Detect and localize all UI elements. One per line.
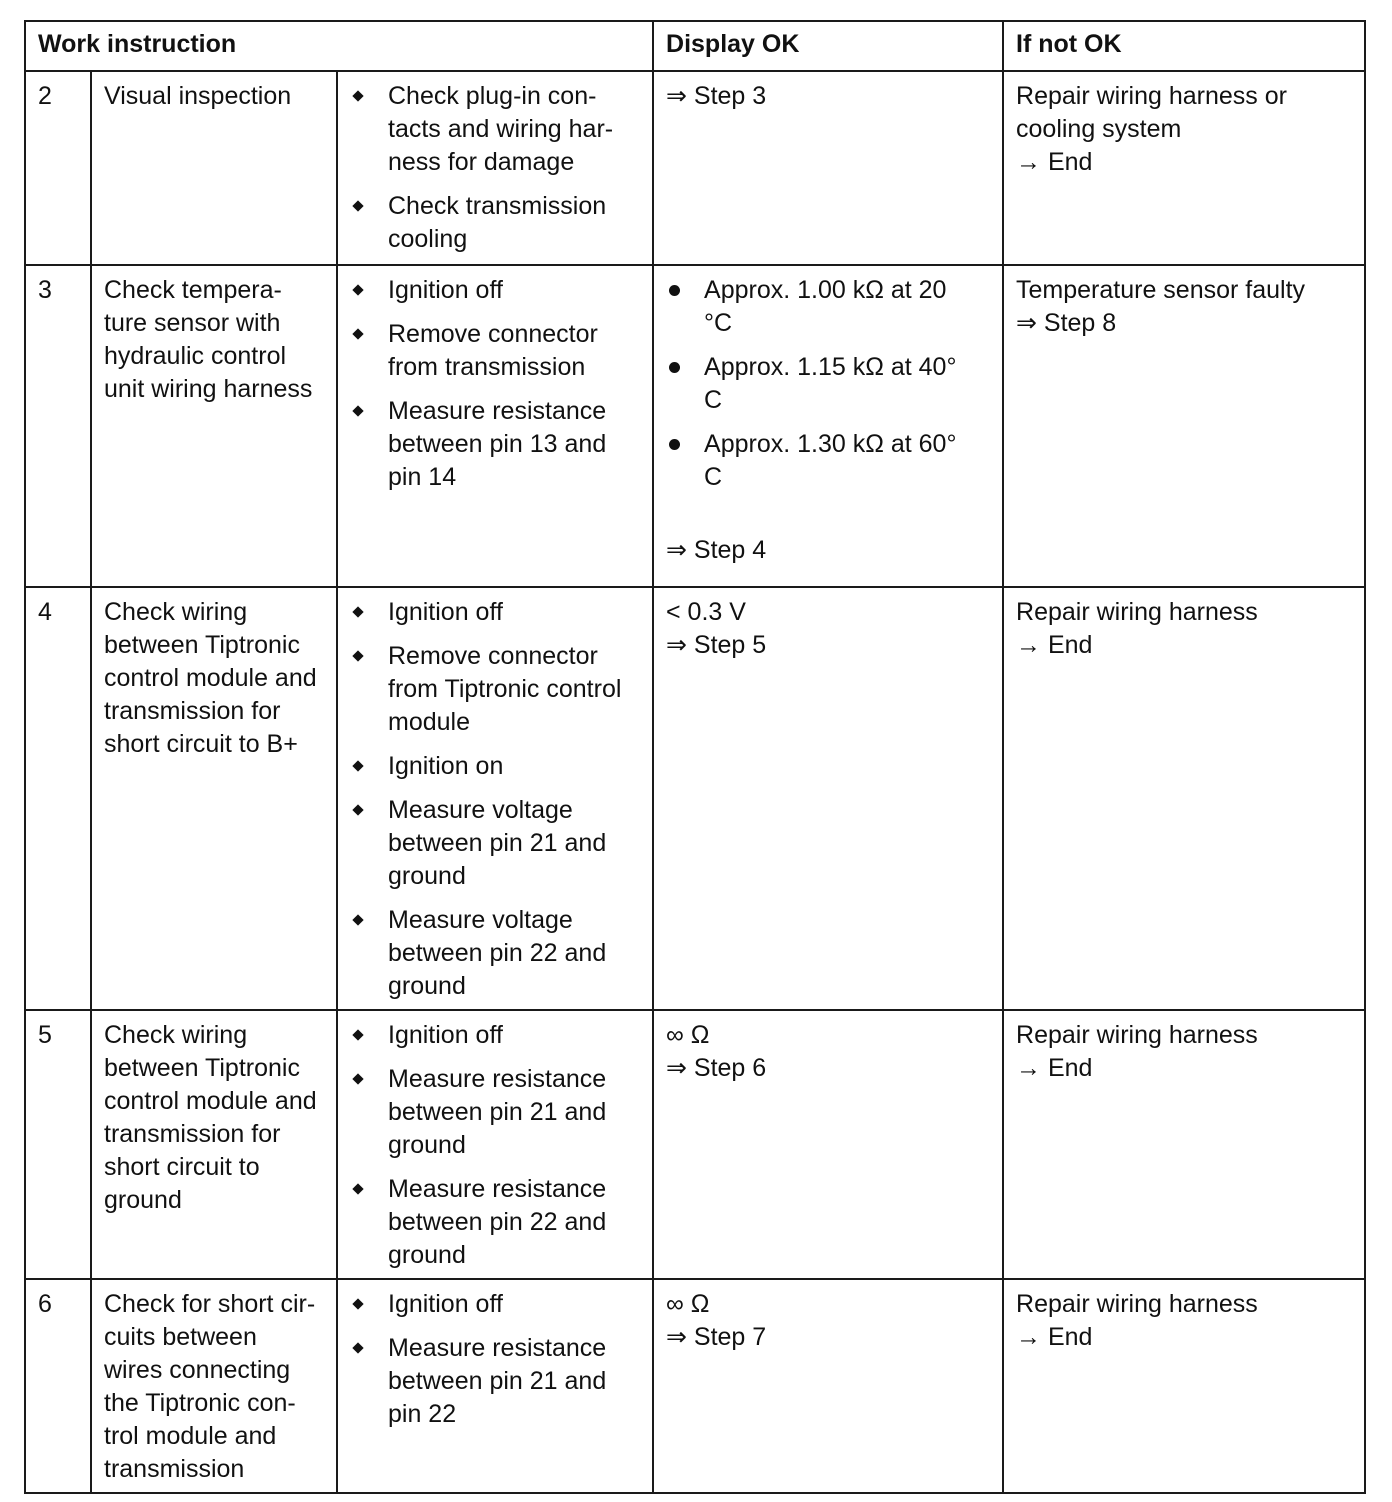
- display-ok-cell: [653, 587, 1003, 1010]
- action-item: [350, 1173, 640, 1272]
- expected-value-item: [666, 351, 990, 417]
- display-ok-cell: [653, 265, 1003, 587]
- dot-bullet-icon: [669, 439, 680, 450]
- text-line: Check tempera-: [104, 276, 282, 304]
- step-number: 3: [25, 265, 91, 587]
- if-not-ok-cell: [1003, 1279, 1365, 1493]
- text-line: wires connecting: [104, 1356, 291, 1384]
- text-line: between Tiptronic: [104, 631, 300, 659]
- display-ok-line: ∞ Ω: [666, 1290, 710, 1318]
- text-line: Measure resistance: [388, 1175, 607, 1203]
- text-line: unit wiring harness: [104, 375, 313, 403]
- text-line: Remove connector: [388, 320, 598, 348]
- text-line: °C: [704, 309, 733, 337]
- action-item: [350, 318, 640, 384]
- display-ok-line: ⇒ Step 5: [666, 631, 767, 659]
- diamond-bullet-icon: [352, 1183, 363, 1194]
- action-item: [350, 794, 640, 893]
- action-item: [350, 596, 640, 629]
- action-item: [350, 1332, 640, 1431]
- display-ok-line: ⇒ Step 4: [666, 536, 767, 564]
- text-line: pin 14: [388, 463, 457, 491]
- text-line: transmission: [104, 1455, 245, 1483]
- header-row: [25, 21, 1365, 71]
- header-if-not-ok: If not OK: [1003, 21, 1365, 71]
- text-line: Approx. 1.00 kΩ at 20: [704, 276, 947, 304]
- display-ok-line: ⇒ Step 3: [666, 82, 767, 110]
- step-title: [91, 587, 337, 1010]
- if-not-ok-line: ⇒ Step 8: [1016, 309, 1117, 337]
- table-row: [25, 1010, 1365, 1279]
- action-item: [350, 750, 640, 783]
- text-line: between pin 21 and: [388, 1367, 607, 1395]
- expected-value-item: [666, 428, 990, 494]
- text-line: ground: [388, 972, 466, 1000]
- step-title: [91, 71, 337, 265]
- action-item: [350, 904, 640, 1003]
- text-line: ness for damage: [388, 148, 575, 176]
- text-line: Check for short cir-: [104, 1290, 316, 1318]
- if-not-ok-line: Repair wiring harness: [1016, 1021, 1258, 1049]
- diamond-bullet-icon: [352, 606, 363, 617]
- text-line: from Tiptronic control: [388, 675, 622, 703]
- action-list: [350, 1288, 640, 1431]
- if-not-ok-line: → End: [1016, 1054, 1093, 1082]
- if-not-ok-line: → End: [1016, 148, 1093, 176]
- if-not-ok-cell: [1003, 587, 1365, 1010]
- diamond-bullet-icon: [352, 284, 363, 295]
- spacer: [666, 494, 990, 534]
- text-line: Visual inspection: [104, 82, 292, 110]
- dot-bullet-icon: [669, 285, 680, 296]
- action-item: [350, 80, 640, 179]
- display-ok-line: ⇒ Step 6: [666, 1054, 767, 1082]
- text-line: Measure voltage: [388, 796, 573, 824]
- action-item: [350, 190, 640, 256]
- step-actions: [337, 265, 653, 587]
- if-not-ok-line: → End: [1016, 1323, 1093, 1351]
- text-line: Measure resistance: [388, 1334, 607, 1362]
- step-number: 5: [25, 1010, 91, 1279]
- diamond-bullet-icon: [352, 200, 363, 211]
- text-line: module: [388, 708, 470, 736]
- step-number: 4: [25, 587, 91, 1010]
- text-line: ground: [388, 1131, 466, 1159]
- step-title: [91, 1279, 337, 1493]
- action-list: [350, 274, 640, 494]
- display-ok-line: < 0.3 V: [666, 598, 746, 626]
- table-body: [25, 71, 1365, 1493]
- if-not-ok-line: Repair wiring harness: [1016, 1290, 1258, 1318]
- text-line: pin 22: [388, 1400, 457, 1428]
- if-not-ok-cell: [1003, 1010, 1365, 1279]
- display-ok-line: ∞ Ω: [666, 1021, 710, 1049]
- text-line: Measure resistance: [388, 1065, 607, 1093]
- action-item: [350, 395, 640, 494]
- diamond-bullet-icon: [352, 914, 363, 925]
- action-item: [350, 1288, 640, 1321]
- action-item: [350, 1019, 640, 1052]
- step-number: 6: [25, 1279, 91, 1493]
- text-line: Ignition off: [388, 1021, 503, 1049]
- if-not-ok-line: cooling system: [1016, 115, 1182, 143]
- display-ok-line: ⇒ Step 7: [666, 1323, 767, 1351]
- text-line: hydraulic control: [104, 342, 287, 370]
- text-line: ground: [388, 1241, 466, 1269]
- action-list: [350, 596, 640, 1003]
- work-instruction-table: [24, 20, 1366, 1494]
- text-line: cooling: [388, 225, 468, 253]
- text-line: Check transmission: [388, 192, 607, 220]
- dot-bullet-icon: [669, 362, 680, 373]
- step-number: 2: [25, 71, 91, 265]
- text-line: Ignition off: [388, 1290, 503, 1318]
- diamond-bullet-icon: [352, 1342, 363, 1353]
- step-title: [91, 265, 337, 587]
- text-line: Check plug-in con-: [388, 82, 597, 110]
- text-line: Measure resistance: [388, 397, 607, 425]
- if-not-ok-line: Repair wiring harness or: [1016, 82, 1287, 110]
- text-line: Check wiring: [104, 1021, 248, 1049]
- table-row: [25, 1279, 1365, 1493]
- text-line: Approx. 1.15 kΩ at 40°: [704, 353, 957, 381]
- header-display-ok: Display OK: [653, 21, 1003, 71]
- text-line: C: [704, 463, 723, 491]
- text-line: between pin 21 and: [388, 829, 607, 857]
- text-line: short circuit to: [104, 1153, 260, 1181]
- action-item: [350, 1063, 640, 1162]
- expected-value-item: [666, 274, 990, 340]
- display-ok-cell: [653, 1279, 1003, 1493]
- step-actions: [337, 1279, 653, 1493]
- table-row: [25, 265, 1365, 587]
- diamond-bullet-icon: [352, 1298, 363, 1309]
- if-not-ok-cell: [1003, 71, 1365, 265]
- if-not-ok-line: → End: [1016, 631, 1093, 659]
- text-line: trol module and: [104, 1422, 277, 1450]
- diamond-bullet-icon: [352, 650, 363, 661]
- action-list: [350, 80, 640, 256]
- text-line: transmission for: [104, 697, 281, 725]
- text-line: from transmission: [388, 353, 586, 381]
- display-ok-cell: [653, 71, 1003, 265]
- action-item: [350, 640, 640, 739]
- if-not-ok-line: Temperature sensor faulty: [1016, 276, 1306, 304]
- header-work-instruction: Work instruction: [25, 21, 653, 71]
- text-line: control module and: [104, 664, 317, 692]
- diamond-bullet-icon: [352, 1073, 363, 1084]
- diamond-bullet-icon: [352, 804, 363, 815]
- text-line: control module and: [104, 1087, 317, 1115]
- text-line: between Tiptronic: [104, 1054, 300, 1082]
- text-line: C: [704, 386, 723, 414]
- diamond-bullet-icon: [352, 405, 363, 416]
- action-list: [350, 1019, 640, 1272]
- text-line: the Tiptronic con-: [104, 1389, 296, 1417]
- step-actions: [337, 71, 653, 265]
- text-line: between pin 21 and: [388, 1098, 607, 1126]
- display-ok-cell: [653, 1010, 1003, 1279]
- diamond-bullet-icon: [352, 328, 363, 339]
- text-line: Ignition off: [388, 598, 503, 626]
- text-line: Ignition on: [388, 752, 504, 780]
- step-actions: [337, 587, 653, 1010]
- table-row: [25, 587, 1365, 1010]
- text-line: short circuit to B+: [104, 730, 298, 758]
- text-line: ture sensor with: [104, 309, 281, 337]
- text-line: Approx. 1.30 kΩ at 60°: [704, 430, 957, 458]
- text-line: ground: [388, 862, 466, 890]
- diamond-bullet-icon: [352, 1029, 363, 1040]
- step-title: [91, 1010, 337, 1279]
- text-line: between pin 22 and: [388, 939, 607, 967]
- text-line: Ignition off: [388, 276, 503, 304]
- if-not-ok-cell: [1003, 265, 1365, 587]
- text-line: tacts and wiring har-: [388, 115, 614, 143]
- if-not-ok-line: Repair wiring harness: [1016, 598, 1258, 626]
- text-line: Check wiring: [104, 598, 248, 626]
- diamond-bullet-icon: [352, 760, 363, 771]
- table-row: [25, 71, 1365, 265]
- text-line: between pin 22 and: [388, 1208, 607, 1236]
- diamond-bullet-icon: [352, 90, 363, 101]
- expected-values-list: [666, 274, 990, 494]
- text-line: between pin 13 and: [388, 430, 607, 458]
- step-actions: [337, 1010, 653, 1279]
- text-line: ground: [104, 1186, 182, 1214]
- text-line: cuits between: [104, 1323, 257, 1351]
- text-line: transmission for: [104, 1120, 281, 1148]
- text-line: Measure voltage: [388, 906, 573, 934]
- action-item: [350, 274, 640, 307]
- text-line: Remove connector: [388, 642, 598, 670]
